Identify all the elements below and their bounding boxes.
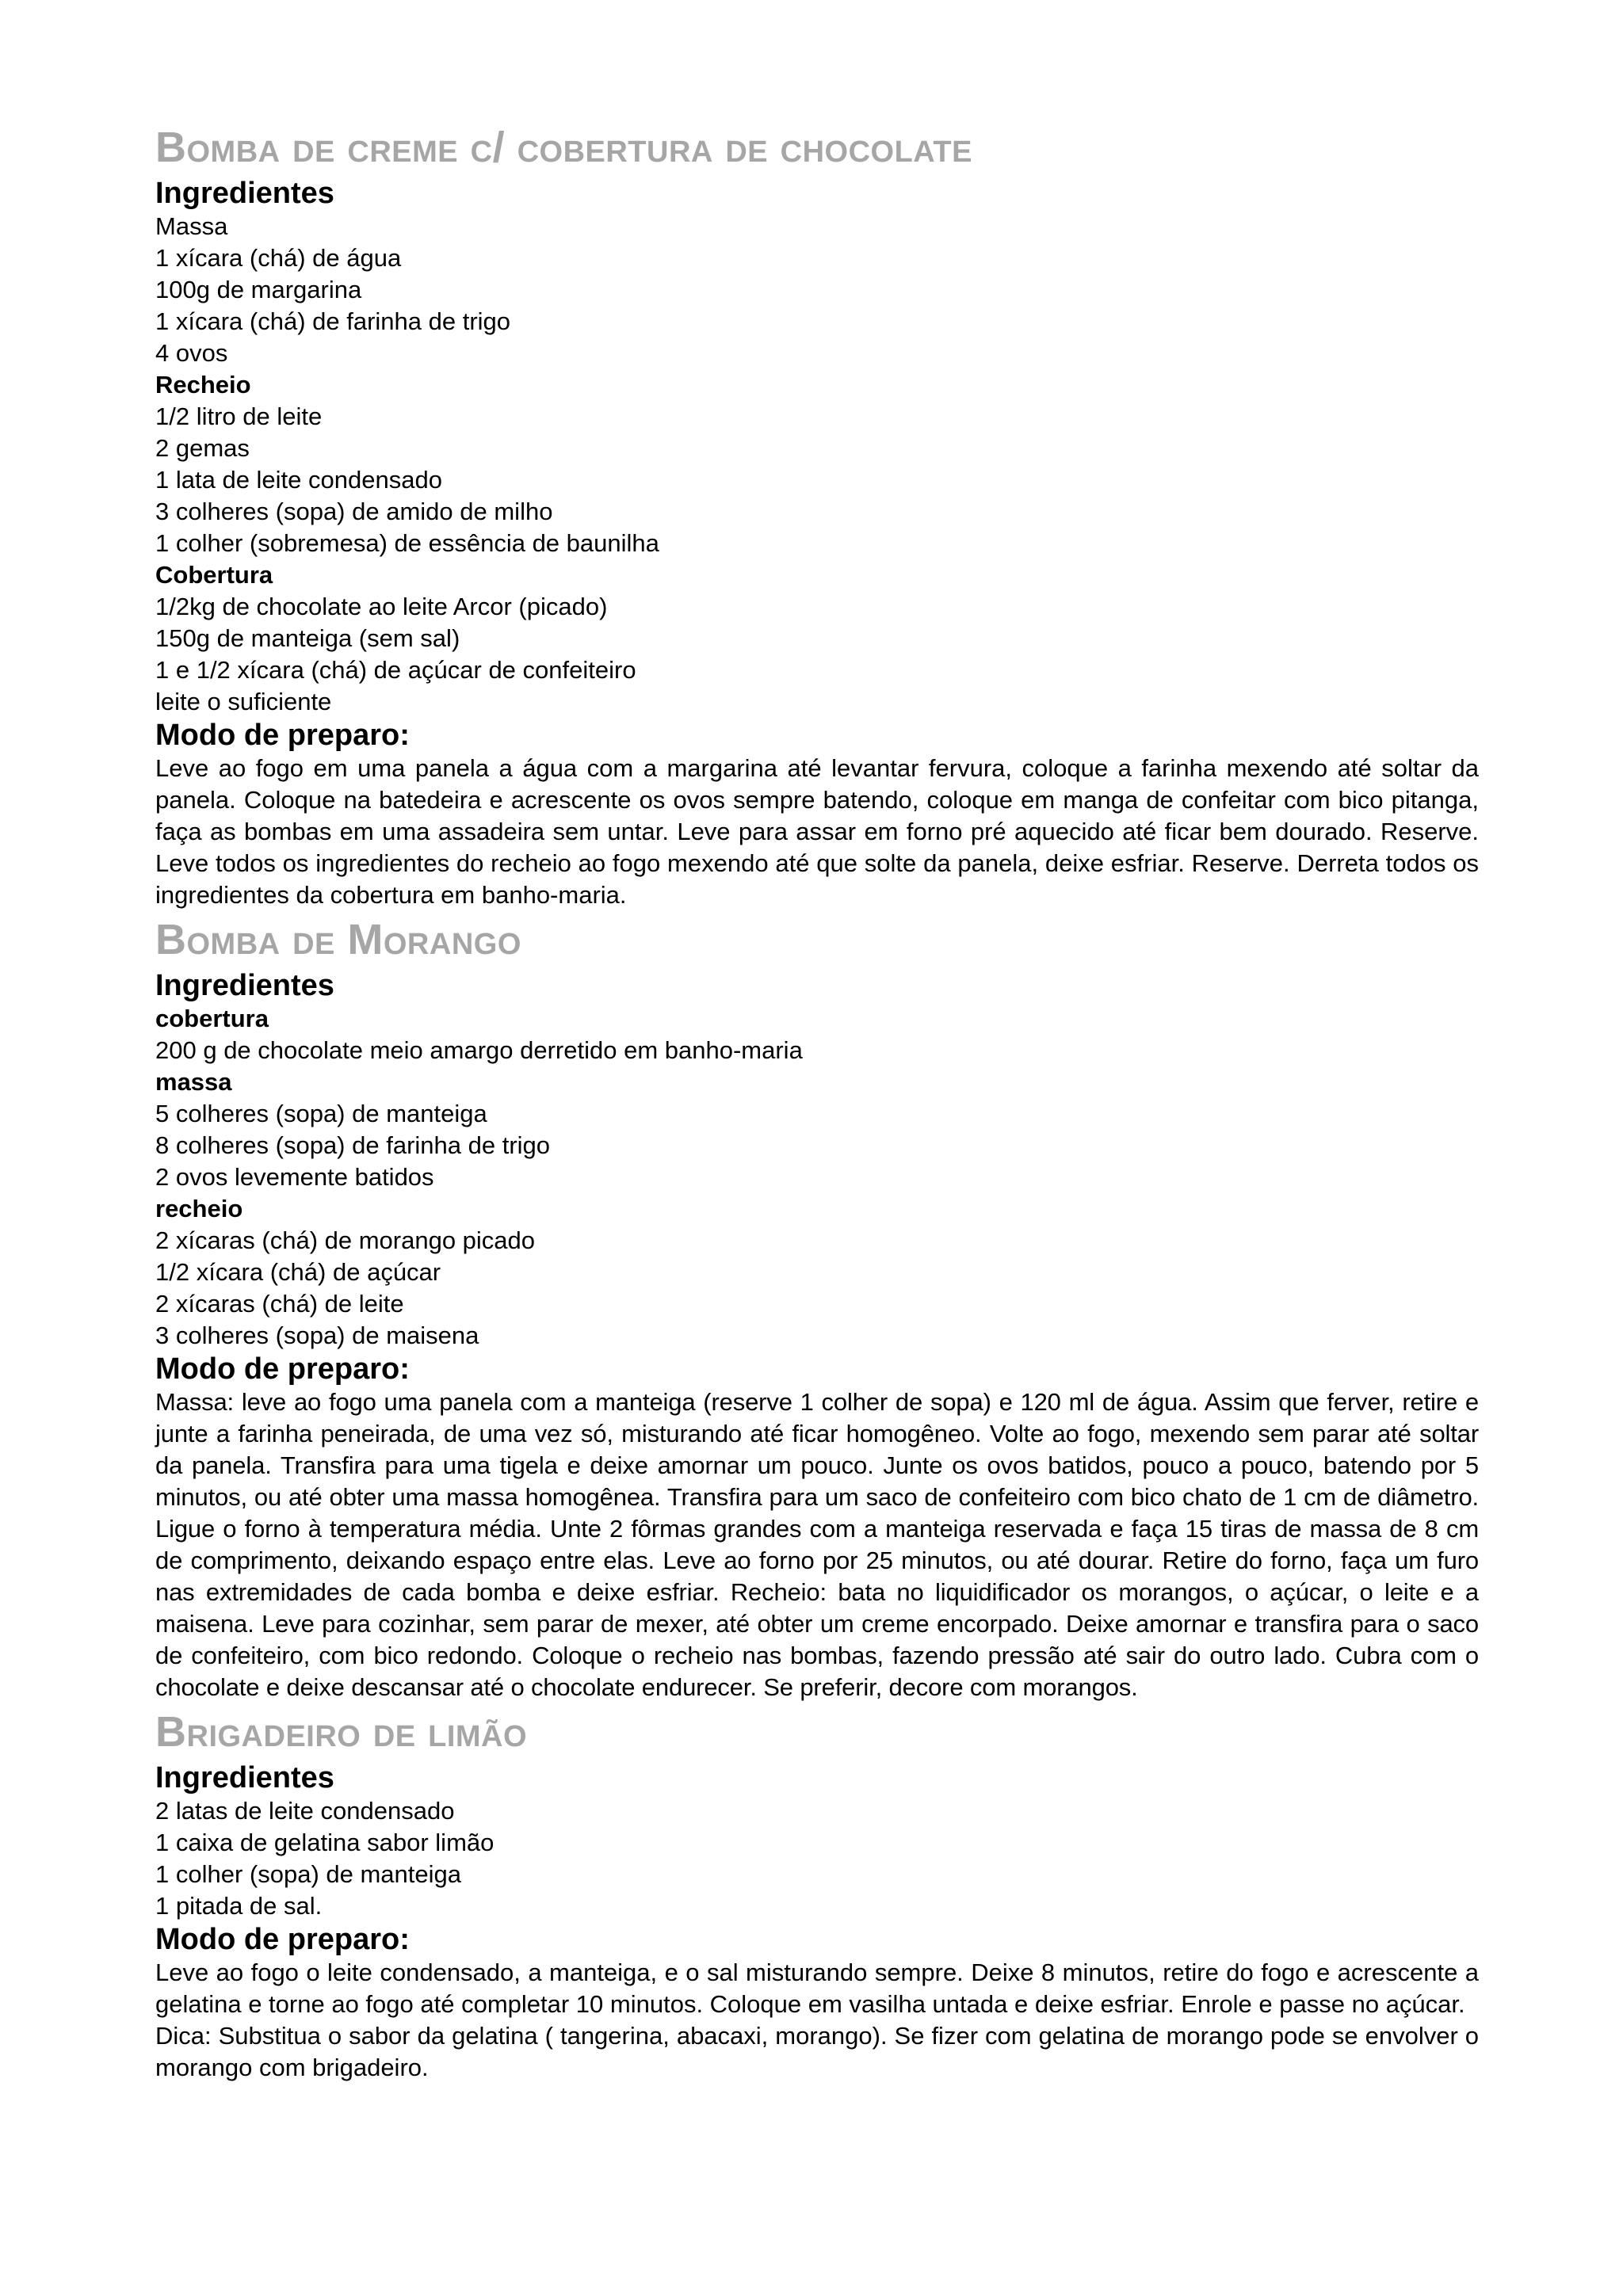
ingredient-group-label: Cobertura [155,561,273,589]
ingredient-line: 3 colheres (sopa) de amido de milho [155,498,553,525]
ingredient-line: Massa [155,212,228,240]
ingredient-group-label: massa [155,1068,232,1096]
recipe-title: Brigadeiro de limão [155,1708,528,1756]
ingredients-heading: Ingredientes [155,969,334,1002]
ingredient-line: 1/2 litro de leite [155,402,323,430]
method-paragraph: Massa: leve ao fogo uma panela com a manteiga (reserve 1 colher de sopa) e 120 ml de água. Assim que ferver, retire e junte a farinha peneirada, de uma vez só, misturando até ficar homogêneo. Volte ao fogo, mexendo sem parar até soltar da panela. Transfira para uma tigela e deixe amornar um pouco. Junte os ovos batidos, pouco a pouco, batendo por 5 minutos, ou até obter uma massa homogênea. Transfira para um saco de confeiteiro com bico chato de 1 cm de diâmetro. Ligue o forno à temperatura média. Unte 2 fôrmas grandes com a manteiga reservada e faça 15 tiras de massa de 8 cm de comprimento, deixando espaço entre elas. Leve ao forno por 25 minutos, ou até dourar. Retire do forno, faça um furo nas extremidades de cada bomba e deixe esfriar. Recheio: bata no liquidificador os morangos, o açúcar, o leite e a maisena. Leve para cozinhar, sem parar de mexer, até obter um creme encorpado. Deixe amornar e transfira para o saco de confeiteiro, com bico redondo. Coloque o recheio nas bombas, fazendo pressão até sair do outro lado. Cubra com o chocolate e deixe descansar até o chocolate endurecer. Se preferir, decore com morangos. [155,1388,1479,1701]
recipe-bomba-de-creme [155,119,1479,911]
ingredient-line: 1 e 1/2 xícara (chá) de açúcar de confeiteiro [155,656,636,684]
ingredient-group-label: Recheio [155,371,251,399]
ingredient-line: 2 ovos levemente batidos [155,1163,434,1191]
document-page [155,119,1479,2084]
ingredient-group-label: cobertura [155,1005,269,1032]
method-heading: Modo de preparo: [155,719,410,752]
ingredient-line: 3 colheres (sopa) de maisena [155,1322,479,1349]
ingredient-line: 2 gemas [155,434,250,462]
ingredient-group-label: recheio [155,1195,243,1222]
method-heading: Modo de preparo: [155,1923,410,1956]
ingredient-line: 1 xícara (chá) de água [155,244,402,272]
ingredient-line: 1/2kg de chocolate ao leite Arcor (picado) [155,593,608,620]
ingredient-line: 2 xícaras (chá) de leite [155,1290,404,1318]
tip-paragraph: Dica: Substitua o sabor da gelatina ( tangerina, abacaxi, morango). Se fizer com gelatina de morango pode se envolver o morango com brigadeiro. [155,2022,1479,2081]
ingredient-line: 1/2 xícara (chá) de açúcar [155,1258,441,1286]
ingredients-list [155,211,1479,718]
ingredient-line: 1 pitada de sal. [155,1892,323,1920]
ingredient-line: 1 colher (sobremesa) de essência de baunilha [155,529,659,557]
ingredient-line: 1 colher (sopa) de manteiga [155,1860,462,1888]
recipe-bomba-de-morango [155,911,1479,1703]
method-heading: Modo de preparo: [155,1352,410,1386]
ingredients-heading: Ingredientes [155,177,334,210]
ingredient-line: 1 caixa de gelatina sabor limão [155,1829,495,1856]
ingredient-line: leite o suficiente [155,688,332,715]
ingredient-line: 1 xícara (chá) de farinha de trigo [155,307,511,335]
ingredient-line: 5 colheres (sopa) de manteiga [155,1100,487,1127]
ingredient-line: 8 colheres (sopa) de farinha de trigo [155,1131,551,1159]
ingredients-heading: Ingredientes [155,1761,334,1794]
ingredient-line: 100g de margarina [155,276,362,303]
recipe-title: Bomba de Morango [155,916,521,963]
ingredient-line: 2 latas de leite condensado [155,1797,455,1825]
recipe-title: Bomba de creme c/ cobertura de chocolate [155,124,972,171]
ingredients-list [155,1003,1479,1352]
ingredients-list [155,1795,1479,1922]
ingredient-line: 150g de manteiga (sem sal) [155,624,460,652]
ingredient-line: 2 xícaras (chá) de morango picado [155,1226,536,1254]
recipe-brigadeiro-de-limao [155,1703,1479,2084]
ingredient-line: 200 g de chocolate meio amargo derretido em banho-maria [155,1036,803,1064]
method-paragraph: Leve ao fogo o leite condensado, a manteiga, e o sal misturando sempre. Deixe 8 minutos, retire do fogo e acrescente a gelatina e torne ao fogo até completar 10 minutos. Coloque em vasilha untada e deixe esfriar. Enrole e passe no açúcar. [155,1958,1479,2018]
ingredient-line: 1 lata de leite condensado [155,466,442,494]
ingredient-line: 4 ovos [155,339,228,367]
method-paragraph: Leve ao fogo em uma panela a água com a margarina até levantar fervura, coloque a farinha mexendo até soltar da panela. Coloque na batedeira e acrescente os ovos sempre batendo, coloque em manga de confeitar com bico pitanga, faça as bombas em uma assadeira sem untar. Leve para assar em forno pré aquecido até ficar bem dourado. Reserve. Leve todos os ingredientes do recheio ao fogo mexendo até que solte da panela, deixe esfriar. Reserve. Derreta todos os ingredientes da cobertura em banho-maria. [155,754,1479,909]
